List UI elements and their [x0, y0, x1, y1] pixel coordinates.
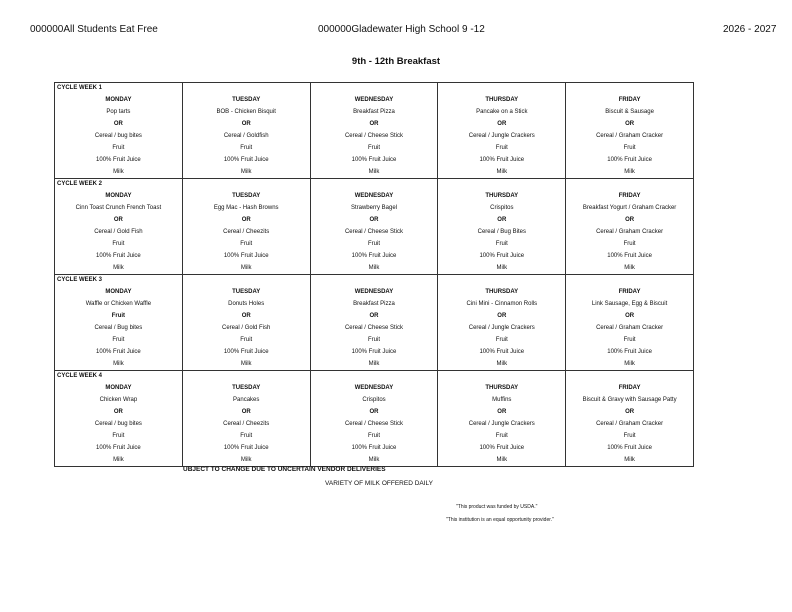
menu-item: 100% Fruit Juice: [182, 250, 310, 262]
menu-item: Cereal / Jungle Crackers: [438, 130, 566, 142]
menu-item: Breakfast Pizza: [310, 298, 438, 310]
menu-item: Fruit: [310, 430, 438, 442]
menu-item: Cereal / Cheezits: [182, 226, 310, 238]
menu-item: OR: [182, 214, 310, 226]
menu-item: Milk: [438, 166, 566, 179]
menu-item: Pancake on a Stick: [438, 106, 566, 118]
menu-item: OR: [566, 310, 694, 322]
empty-cell: [310, 83, 438, 95]
menu-item: Pop tarts: [55, 106, 183, 118]
empty-cell: [310, 179, 438, 191]
menu-item: Fruit: [438, 430, 566, 442]
menu-item: Milk: [566, 166, 694, 179]
menu-item: Cereal / Cheese Stick: [310, 322, 438, 334]
menu-item: Fruit: [310, 334, 438, 346]
menu-item: Breakfast Yogurt / Graham Cracker: [566, 202, 694, 214]
menu-row: [55, 214, 694, 226]
menu-item: Cereal / Cheese Stick: [310, 130, 438, 142]
cycle-week-header: [55, 83, 694, 95]
menu-item: 100% Fruit Juice: [310, 250, 438, 262]
cycle-week-header: [55, 275, 694, 287]
menu-item: Milk: [310, 166, 438, 179]
empty-cell: [182, 371, 310, 383]
menu-item: 100% Fruit Juice: [55, 250, 183, 262]
day-header: TUESDAY: [182, 382, 310, 394]
day-header: TUESDAY: [182, 286, 310, 298]
day-header: TUESDAY: [182, 94, 310, 106]
day-header: MONDAY: [55, 286, 183, 298]
menu-item: Cereal / Gold Fish: [182, 322, 310, 334]
menu-item: OR: [55, 214, 183, 226]
menu-item: Fruit: [55, 430, 183, 442]
day-header: WEDNESDAY: [310, 382, 438, 394]
menu-item: Milk: [310, 262, 438, 275]
empty-cell: [566, 371, 694, 383]
menu-row: [55, 226, 694, 238]
menu-item: OR: [55, 118, 183, 130]
cycle-week-label: CYCLE WEEK 4: [55, 371, 183, 383]
menu-item: OR: [182, 406, 310, 418]
empty-cell: [566, 179, 694, 191]
day-header: THURSDAY: [438, 94, 566, 106]
empty-cell: [566, 275, 694, 287]
menu-item: OR: [438, 214, 566, 226]
day-header: WEDNESDAY: [310, 190, 438, 202]
menu-row: [55, 442, 694, 454]
empty-cell: [438, 83, 566, 95]
menu-item: 100% Fruit Juice: [566, 346, 694, 358]
menu-item: Fruit: [566, 430, 694, 442]
menu-item: Fruit: [55, 238, 183, 250]
menu-item: Cini Mini - Cinnamon Rolls: [438, 298, 566, 310]
empty-cell: [438, 371, 566, 383]
menu-item: Milk: [566, 262, 694, 275]
menu-item: Link Sausage, Egg & Biscuit: [566, 298, 694, 310]
menu-row: [55, 430, 694, 442]
menu-row: [55, 142, 694, 154]
menu-row: [55, 130, 694, 142]
menu-item: OR: [182, 310, 310, 322]
menu-item: 100% Fruit Juice: [310, 154, 438, 166]
menu-item: Milk: [182, 262, 310, 275]
menu-item: OR: [438, 310, 566, 322]
empty-cell: [310, 371, 438, 383]
day-header: MONDAY: [55, 190, 183, 202]
menu-row: [55, 166, 694, 179]
day-header: WEDNESDAY: [310, 286, 438, 298]
cycle-week-label: CYCLE WEEK 1: [55, 83, 183, 95]
menu-item: Egg Mac - Hash Browns: [182, 202, 310, 214]
menu-row: [55, 418, 694, 430]
menu-item: Milk: [182, 454, 310, 467]
menu-item: OR: [438, 406, 566, 418]
menu-item: Fruit: [182, 430, 310, 442]
menu-item: OR: [310, 214, 438, 226]
menu-item: Cereal / Cheese Stick: [310, 226, 438, 238]
menu-item: Fruit: [310, 238, 438, 250]
menu-item: 100% Fruit Juice: [438, 442, 566, 454]
day-header: FRIDAY: [566, 382, 694, 394]
menu-row: [55, 310, 694, 322]
menu-item: Milk: [55, 454, 183, 467]
menu-item: Cereal / Graham Cracker: [566, 226, 694, 238]
menu-item: Cereal / Graham Cracker: [566, 322, 694, 334]
empty-cell: [182, 83, 310, 95]
header-program: 000000All Students Eat Free: [30, 24, 158, 35]
menu-row: [55, 262, 694, 275]
menu-item: Pancakes: [182, 394, 310, 406]
day-header: WEDNESDAY: [310, 94, 438, 106]
day-header: FRIDAY: [566, 190, 694, 202]
menu-item: Crispitos: [310, 394, 438, 406]
menu-item: 100% Fruit Juice: [438, 346, 566, 358]
menu-row: [55, 358, 694, 371]
menu-row: [55, 322, 694, 334]
cycle-week-header: [55, 371, 694, 383]
day-header: FRIDAY: [566, 94, 694, 106]
milk-notice: VARIETY OF MILK OFFERED DAILY: [325, 480, 433, 487]
menu-item: 100% Fruit Juice: [438, 250, 566, 262]
menu-item: Milk: [438, 358, 566, 371]
menu-item: Cereal / Cheezits: [182, 418, 310, 430]
menu-item: Milk: [182, 358, 310, 371]
menu-item: Fruit: [438, 238, 566, 250]
equal-opportunity-statement: "This institution is an equal opportunity provider.": [446, 517, 554, 523]
menu-item: Fruit: [566, 334, 694, 346]
menu-item: Cereal / Graham Cracker: [566, 130, 694, 142]
menu-table: [54, 82, 694, 467]
menu-item: Milk: [310, 454, 438, 467]
menu-item: BOB - Chicken Bisquit: [182, 106, 310, 118]
menu-item: Fruit: [55, 310, 183, 322]
day-header: THURSDAY: [438, 286, 566, 298]
day-header: TUESDAY: [182, 190, 310, 202]
vendor-notice: UBJECT TO CHANGE DUE TO UNCERTAIN VENDOR DELIVERIES: [183, 466, 386, 473]
menu-item: 100% Fruit Juice: [438, 154, 566, 166]
header-year: 2026 - 2027: [723, 24, 777, 35]
menu-item: Chicken Wrap: [55, 394, 183, 406]
day-header-row: [55, 382, 694, 394]
menu-item: Cinn Toast Crunch French Toast: [55, 202, 183, 214]
day-header: THURSDAY: [438, 190, 566, 202]
menu-item: Donuts Holes: [182, 298, 310, 310]
menu-item: Cereal / Bug bites: [55, 322, 183, 334]
menu-item: Biscuit & Gravy with Sausage Patty: [566, 394, 694, 406]
menu-item: Milk: [438, 454, 566, 467]
menu-item: Cereal / bug bites: [55, 130, 183, 142]
cycle-week-label: CYCLE WEEK 2: [55, 179, 183, 191]
menu-item: 100% Fruit Juice: [566, 250, 694, 262]
menu-item: Cereal / Cheese Stick: [310, 418, 438, 430]
menu-item: OR: [566, 118, 694, 130]
menu-item: OR: [182, 118, 310, 130]
menu-item: Fruit: [182, 334, 310, 346]
menu-item: Biscuit & Sausage: [566, 106, 694, 118]
menu-item: OR: [438, 118, 566, 130]
menu-item: Milk: [55, 262, 183, 275]
menu-item: Fruit: [55, 334, 183, 346]
menu-item: Milk: [310, 358, 438, 371]
menu-item: Cereal / Jungle Crackers: [438, 322, 566, 334]
menu-item: 100% Fruit Juice: [55, 346, 183, 358]
menu-item: 100% Fruit Juice: [566, 154, 694, 166]
menu-item: Cereal / Bug Bites: [438, 226, 566, 238]
menu-item: Milk: [182, 166, 310, 179]
menu-item: Cereal / Graham Cracker: [566, 418, 694, 430]
menu-row: [55, 406, 694, 418]
empty-cell: [310, 275, 438, 287]
menu-row: [55, 118, 694, 130]
menu-item: OR: [55, 406, 183, 418]
menu-row: [55, 298, 694, 310]
cycle-week-header: [55, 179, 694, 191]
menu-item: Fruit: [566, 142, 694, 154]
day-header-row: [55, 94, 694, 106]
cycle-week-label: CYCLE WEEK 3: [55, 275, 183, 287]
day-header: MONDAY: [55, 382, 183, 394]
day-header-row: [55, 190, 694, 202]
menu-item: 100% Fruit Juice: [55, 154, 183, 166]
menu-item: Milk: [438, 262, 566, 275]
page-title: 9th - 12th Breakfast: [351, 56, 441, 67]
empty-cell: [438, 179, 566, 191]
day-header: THURSDAY: [438, 382, 566, 394]
menu-row: [55, 394, 694, 406]
menu-item: Milk: [566, 454, 694, 467]
empty-cell: [182, 275, 310, 287]
menu-item: 100% Fruit Juice: [182, 442, 310, 454]
menu-item: OR: [310, 310, 438, 322]
menu-row: [55, 106, 694, 118]
day-header-row: [55, 286, 694, 298]
menu-item: 100% Fruit Juice: [55, 442, 183, 454]
menu-row: [55, 346, 694, 358]
menu-row: [55, 202, 694, 214]
menu-item: 100% Fruit Juice: [566, 442, 694, 454]
menu-item: Fruit: [182, 238, 310, 250]
menu-row: [55, 238, 694, 250]
menu-item: OR: [566, 406, 694, 418]
menu-item: OR: [566, 214, 694, 226]
menu-row: [55, 454, 694, 467]
menu-item: 100% Fruit Juice: [182, 346, 310, 358]
day-header: MONDAY: [55, 94, 183, 106]
empty-cell: [438, 275, 566, 287]
menu-item: Crispitos: [438, 202, 566, 214]
menu-row: [55, 154, 694, 166]
menu-item: Fruit: [566, 238, 694, 250]
menu-item: OR: [310, 406, 438, 418]
menu-item: Fruit: [438, 334, 566, 346]
menu-item: OR: [310, 118, 438, 130]
menu-item: Fruit: [310, 142, 438, 154]
menu-item: Fruit: [438, 142, 566, 154]
usda-statement: "This product was funded by USDA.": [456, 504, 538, 510]
day-header: FRIDAY: [566, 286, 694, 298]
menu-item: 100% Fruit Juice: [310, 442, 438, 454]
menu-item: Cereal / bug bites: [55, 418, 183, 430]
menu-row: [55, 250, 694, 262]
menu-item: Cereal / Goldfish: [182, 130, 310, 142]
empty-cell: [566, 83, 694, 95]
menu-item: Muffins: [438, 394, 566, 406]
menu-item: Cereal / Jungle Crackers: [438, 418, 566, 430]
menu-item: Milk: [55, 358, 183, 371]
menu-item: Milk: [566, 358, 694, 371]
menu-item: Breakfast Pizza: [310, 106, 438, 118]
menu-item: Milk: [55, 166, 183, 179]
menu-item: 100% Fruit Juice: [310, 346, 438, 358]
menu-item: Fruit: [182, 142, 310, 154]
menu-row: [55, 334, 694, 346]
menu-item: Cereal / Gold Fish: [55, 226, 183, 238]
header-school: 000000Gladewater High School 9 -12: [318, 24, 485, 35]
menu-item: Fruit: [55, 142, 183, 154]
menu-item: 100% Fruit Juice: [182, 154, 310, 166]
menu-item: Waffle or Chicken Waffle: [55, 298, 183, 310]
menu-item: Strawberry Bagel: [310, 202, 438, 214]
empty-cell: [182, 179, 310, 191]
